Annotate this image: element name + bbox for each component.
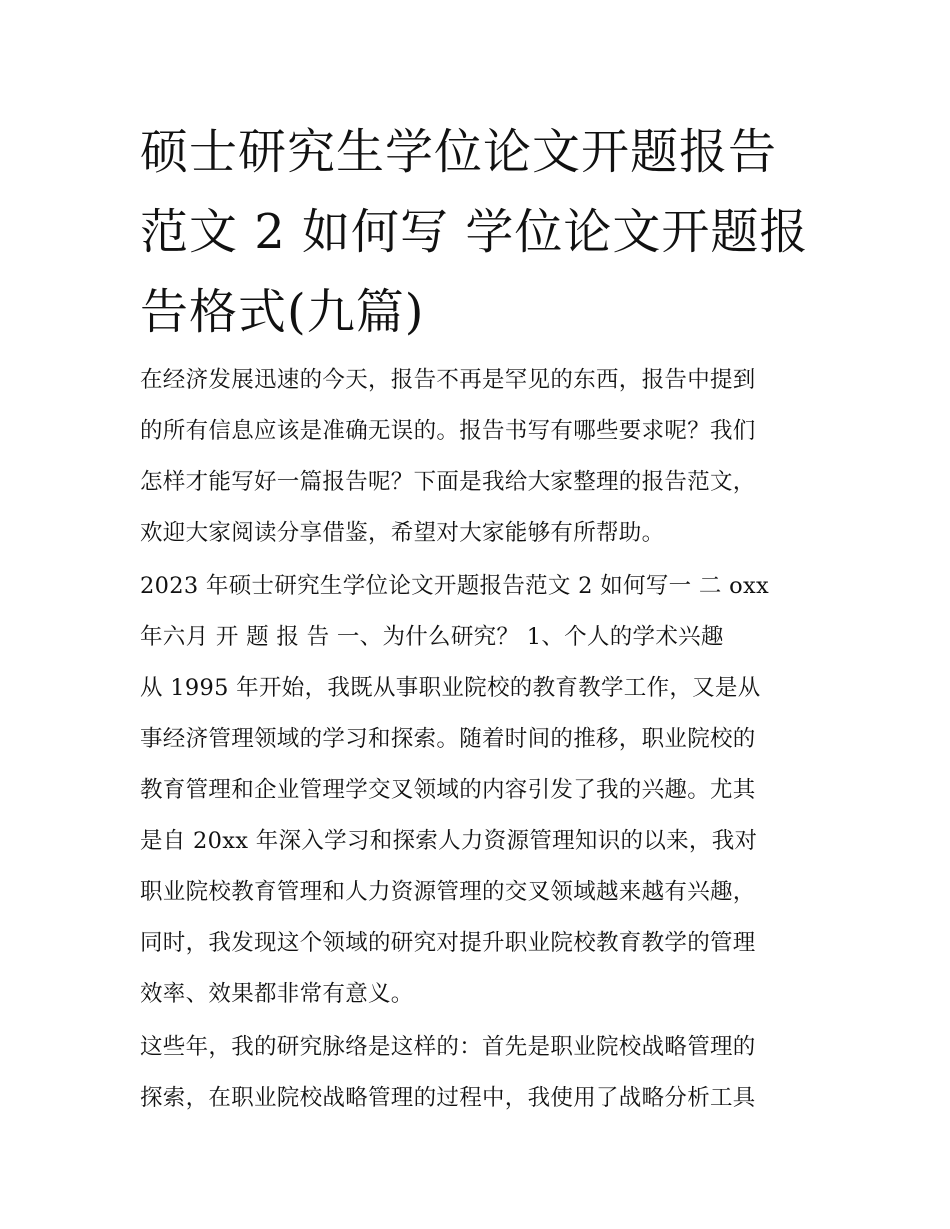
text-line: 同时，我发现这个领域的研究对提升职业院校教育教学的管理 bbox=[140, 930, 756, 956]
title-line: 告格式(九篇) bbox=[140, 284, 425, 340]
text-line: 探索，在职业院校战略管理的过程中，我使用了战略分析工具 bbox=[140, 1085, 756, 1111]
text-line: 年六月 开 题 报 告 一、为什么研究？ 1、个人的学术兴趣 bbox=[140, 624, 724, 650]
text-line: 效率、效果都非常有意义。 bbox=[140, 981, 414, 1007]
text-line: 的所有信息应该是准确无误的。报告书写有哪些要求呢？我们 bbox=[140, 418, 756, 444]
text-line: 怎样才能写好一篇报告呢？下面是我给大家整理的报告范文， bbox=[140, 469, 756, 495]
text-line: 教育管理和企业管理学交叉领域的内容引发了我的兴趣。尤其 bbox=[140, 777, 756, 803]
research-paragraph bbox=[140, 1022, 820, 1124]
text-line: 在经济发展迅速的今天，报告不再是罕见的东西，报告中提到 bbox=[140, 367, 756, 393]
title-line: 范文 2 如何写 学位论文开题报 bbox=[140, 204, 809, 260]
text-line: 是自 20xx 年深入学习和探索人力资源管理知识的以来，我对 bbox=[140, 828, 758, 854]
text-line: 欢迎大家阅读分享借鉴，希望对大家能够有所帮助。 bbox=[140, 520, 665, 546]
report-paragraph bbox=[140, 561, 820, 1020]
title-line: 硕士研究生学位论文开题报告 bbox=[140, 124, 778, 180]
text-line: 职业院校教育管理和人力资源管理的交叉领域越来越有兴趣， bbox=[140, 879, 756, 905]
document-body bbox=[140, 355, 820, 1126]
text-line: 2023 年硕士研究生学位论文开题报告范文 2 如何写一 二 oxx bbox=[140, 573, 769, 599]
text-line: 事经济管理领域的学习和探索。随着时间的推移，职业院校的 bbox=[140, 726, 756, 752]
intro-paragraph bbox=[140, 355, 820, 559]
document-title bbox=[140, 112, 820, 352]
text-line: 这些年，我的研究脉络是这样的：首先是职业院校战略管理的 bbox=[140, 1034, 756, 1060]
text-line: 从 1995 年开始，我既从事职业院校的教育教学工作，又是从 bbox=[140, 675, 761, 701]
